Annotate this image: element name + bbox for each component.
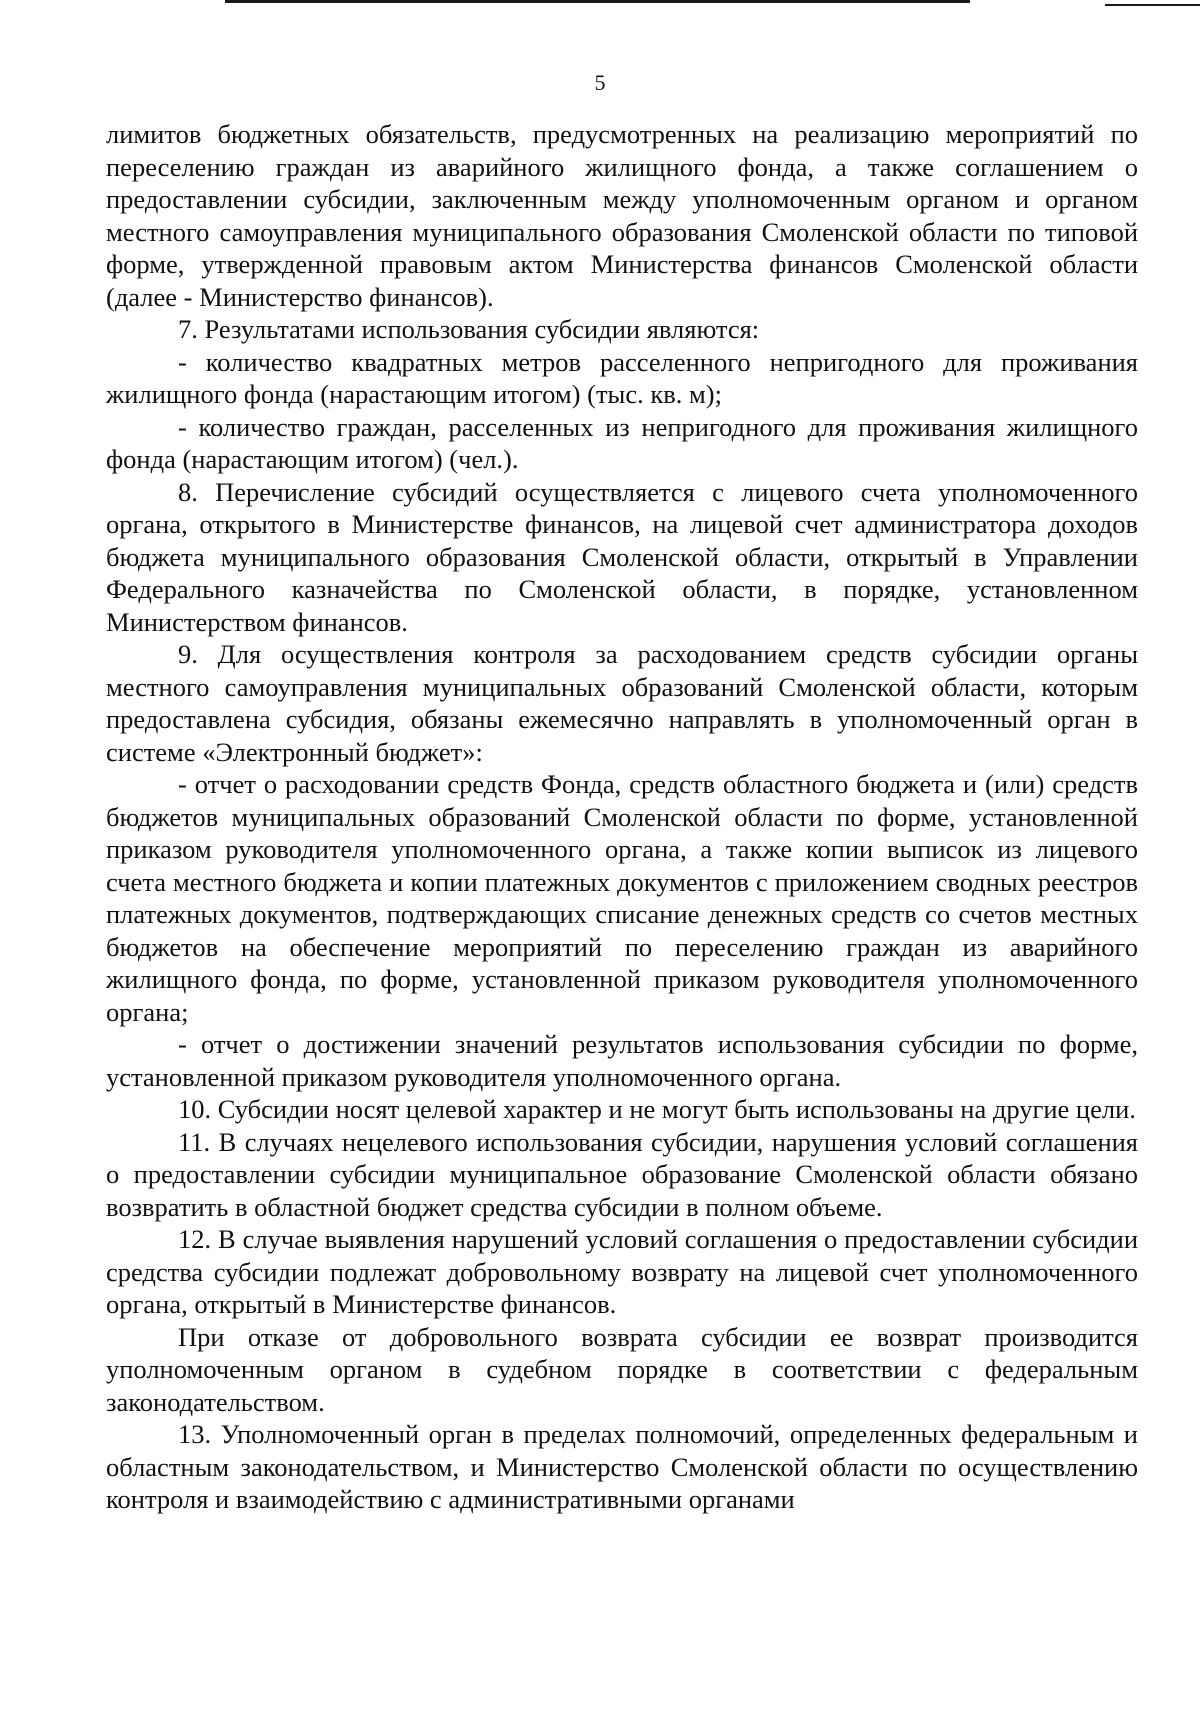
paragraph-continuation: лимитов бюджетных обязательств, предусмотренных на реализацию мероприятий по переселению граждан из аварийного жилищного фонда, а также соглашением о предоставлении субсидии, заключенным между уполномоченным органом и органом местного самоуправления муниципального образования Смоленской области по типовой форме, утвержденной правовым актом Министерства финансов Смоленской области (далее - Министерство финансов). (106, 119, 1138, 312)
paragraph-item-12: 12. В случае выявления нарушений условий соглашения о предоставлении субсидии средства субсидии подлежат добровольному возврату на лицевой счет уполномоченного органа, открытый в Министерстве финансов. (106, 1224, 1138, 1319)
paragraph-bullet: - отчет о расходовании средств Фонда, средств областного бюджета и (или) средств бюджетов муниципальных образований Смоленской области по форме, установленной приказом руководителя уполномоченного органа, а также копии выписок из лицевого счета местного бюджета и копии платежных документов с приложением сводных реестров платежных документов, подтверждающих списание денежных средств со счетов местных бюджетов на обеспечение мероприятий по переселению граждан из аварийного жилищного фонда, по форме, установленной приказом руководителя уполномоченного органа; (106, 769, 1138, 1027)
paragraph-item-13: 13. Уполномоченный орган в пределах полномочий, определенных федеральным и областным законодательством, и Министерство Смоленской области по осуществлению контроля и взаимодействию с административными органами (106, 1419, 1138, 1514)
document-body (106, 118, 1138, 1516)
paragraph-item-11: 11. В случаях нецелевого использования субсидии, нарушения условий соглашения о предоставлении субсидии муниципальное образование Смоленской области обязано возвратить в областной бюджет средства субсидии в полном объеме. (106, 1126, 1138, 1222)
scan-edge-line (1105, 4, 1200, 6)
page-number: 5 (594, 70, 606, 95)
paragraph-bullet: - отчет о достижении значений результатов использования субсидии по форме, установленной приказом руководителя уполномоченного органа. (106, 1029, 1138, 1092)
paragraph-item-10: 10. Субсидии носят целевой характер и не могут быть использованы на другие цели. (178, 1094, 1136, 1124)
paragraph-bullet: - количество граждан, расселенных из непригодного для проживания жилищного фонда (нарастающим итогом) (чел.). (106, 411, 1138, 474)
scan-edge-line (225, 0, 970, 3)
paragraph-bullet: - количество квадратных метров расселенного непригодного для проживания жилищного фонда (нарастающим итогом) (тыс. кв. м); (106, 346, 1138, 409)
paragraph-item-9: 9. Для осуществления контроля за расходованием средств субсидии органы местного самоуправления муниципальных образований Смоленской области, которым предоставлена субсидия, обязаны ежемесячно направлять в уполномоченный орган в системе «Электронный бюджет»: (106, 639, 1138, 767)
paragraph-item-7: 7. Результатами использования субсидии являются: (178, 314, 760, 344)
paragraph: При отказе от добровольного возврата субсидии ее возврат производится уполномоченным органом в судебном порядке в соответствии с федеральным законодательством. (106, 1321, 1138, 1417)
paragraph-item-8: 8. Перечисление субсидий осуществляется с лицевого счета уполномоченного органа, открытого в Министерстве финансов, на лицевой счет администратора доходов бюджета муниципального образования Смоленской области, открытый в Управлении Федерального казначейства по Смоленской области, в порядке, установленном Министерством финансов. (106, 476, 1138, 637)
